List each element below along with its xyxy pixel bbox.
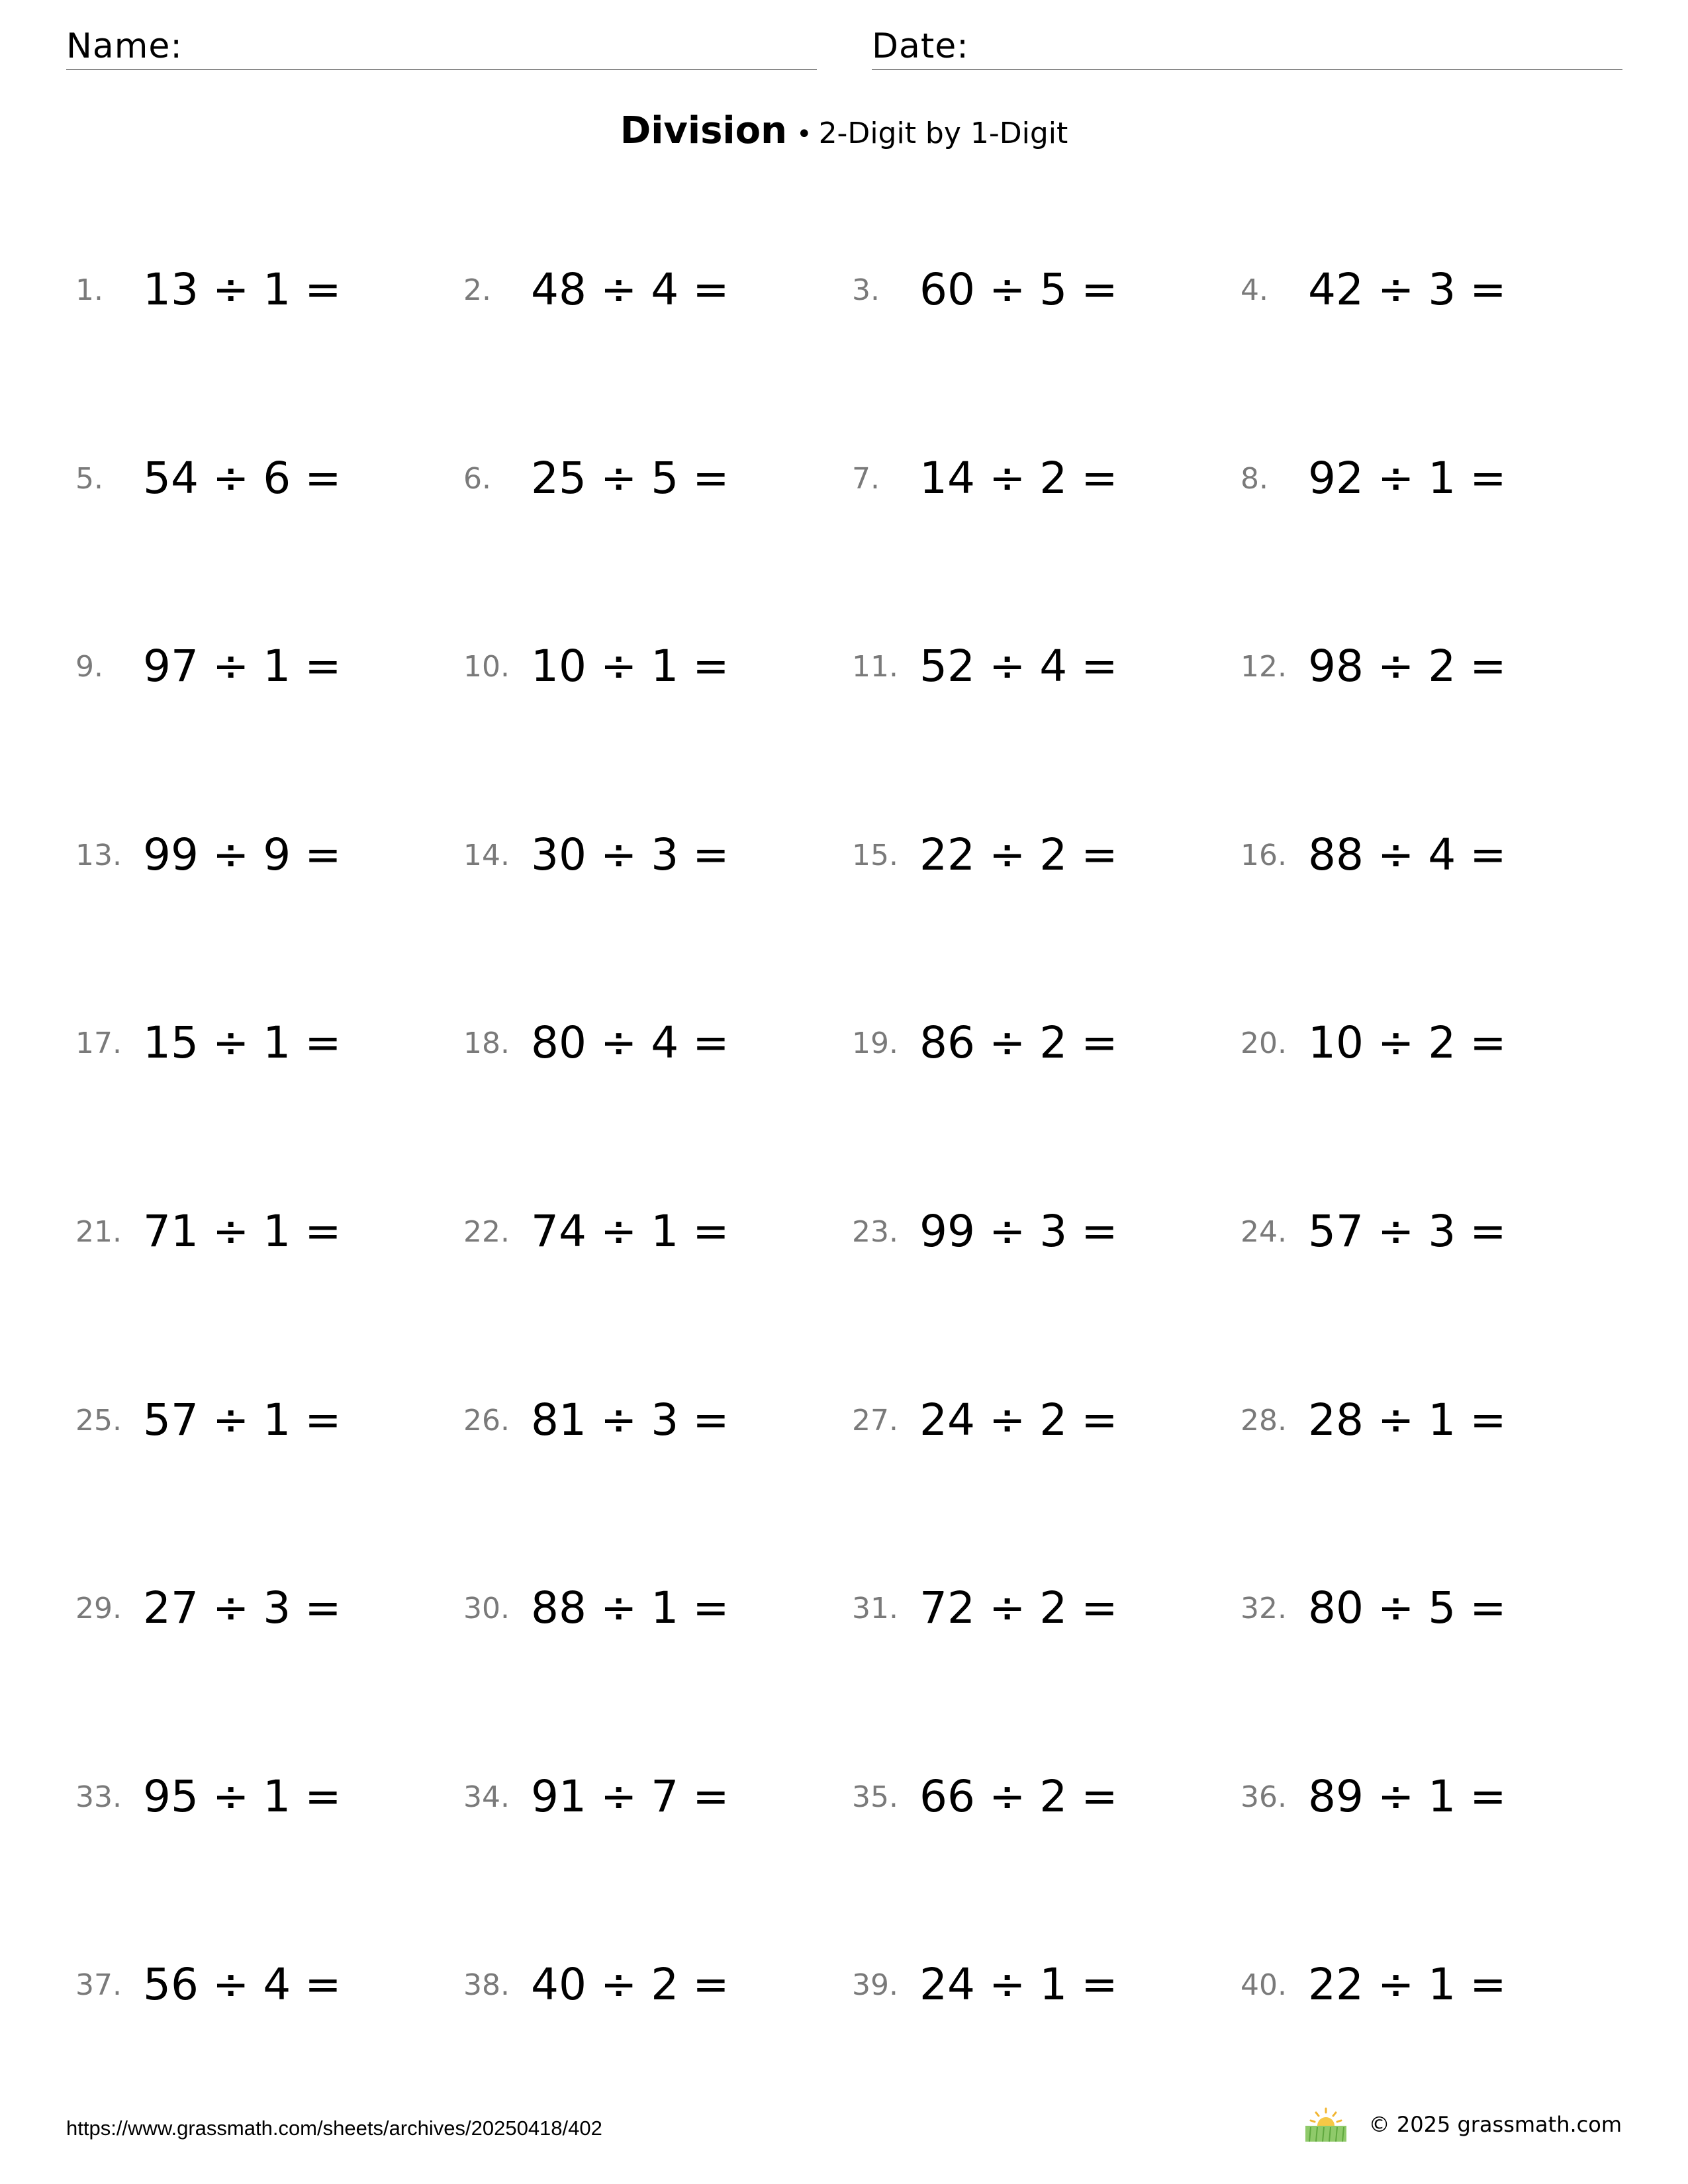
problem-expression: 71 ÷ 1 = — [143, 1206, 342, 1257]
problem-expression: 86 ÷ 2 = — [919, 1017, 1118, 1068]
problem-item — [1241, 1765, 1611, 1831]
problem-number: 16. — [1241, 839, 1287, 872]
problem-number: 39. — [852, 1968, 898, 2002]
problem-number: 22. — [463, 1215, 510, 1249]
problem-number: 30. — [463, 1592, 510, 1625]
problem-item — [463, 1200, 834, 1266]
problem-expression: 80 ÷ 4 = — [531, 1017, 729, 1068]
problem-number: 26. — [463, 1404, 510, 1437]
problem-number: 20. — [1241, 1026, 1287, 1060]
problem-number: 28. — [1241, 1404, 1287, 1437]
footer-url: https://www.grassmath.com/sheets/archives/20250418/402 — [66, 2116, 602, 2140]
problem-item — [852, 1388, 1223, 1455]
title-separator: • — [796, 119, 812, 150]
problem-number: 1. — [75, 273, 103, 307]
problem-item — [463, 447, 834, 513]
problem-expression: 98 ÷ 2 = — [1308, 641, 1507, 692]
problem-expression: 22 ÷ 1 = — [1308, 1959, 1507, 2010]
problem-item — [1241, 1953, 1611, 2019]
problem-number: 31. — [852, 1592, 898, 1625]
problem-number: 13. — [75, 839, 122, 872]
problem-item — [852, 1953, 1223, 2019]
problem-number: 8. — [1241, 462, 1268, 496]
problem-item — [1241, 447, 1611, 513]
problem-expression: 15 ÷ 1 = — [143, 1017, 342, 1068]
problem-expression: 92 ÷ 1 = — [1308, 453, 1507, 504]
problem-item — [75, 823, 446, 889]
problem-expression: 10 ÷ 1 = — [531, 641, 729, 692]
name-label: Name: — [66, 26, 183, 66]
problem-number: 14. — [463, 839, 510, 872]
problem-expression: 42 ÷ 3 = — [1308, 264, 1507, 315]
problem-item — [1241, 823, 1611, 889]
problem-number: 38. — [463, 1968, 510, 2002]
problem-item — [463, 1765, 834, 1831]
problem-number: 21. — [75, 1215, 122, 1249]
problem-number: 11. — [852, 650, 898, 684]
sun-over-grass-icon — [1303, 2106, 1349, 2143]
problem-item — [852, 1765, 1223, 1831]
problem-item — [852, 258, 1223, 324]
title-subtitle: 2-Digit by 1-Digit — [818, 116, 1068, 150]
problem-expression: 40 ÷ 2 = — [531, 1959, 729, 2010]
problem-item — [463, 823, 834, 889]
problem-expression: 24 ÷ 2 = — [919, 1394, 1118, 1445]
problem-number: 34. — [463, 1780, 510, 1814]
problem-expression: 14 ÷ 2 = — [919, 453, 1118, 504]
problem-item — [75, 1011, 446, 1077]
problem-expression: 52 ÷ 4 = — [919, 641, 1118, 692]
problem-item — [1241, 1388, 1611, 1455]
problem-number: 3. — [852, 273, 880, 307]
problem-number: 35. — [852, 1780, 898, 1814]
problem-number: 5. — [75, 462, 103, 496]
problem-expression: 25 ÷ 5 = — [531, 453, 729, 504]
problem-number: 32. — [1241, 1592, 1287, 1625]
problem-expression: 97 ÷ 1 = — [143, 641, 342, 692]
problem-item — [463, 1388, 834, 1455]
problem-item — [852, 635, 1223, 701]
problem-expression: 74 ÷ 1 = — [531, 1206, 729, 1257]
problem-item — [463, 1011, 834, 1077]
problem-number: 37. — [75, 1968, 122, 2002]
problem-item — [1241, 1200, 1611, 1266]
problem-number: 15. — [852, 839, 898, 872]
problem-number: 36. — [1241, 1780, 1287, 1814]
problem-expression: 72 ÷ 2 = — [919, 1582, 1118, 1633]
problem-number: 23. — [852, 1215, 898, 1249]
problem-item — [463, 635, 834, 701]
problem-item — [852, 1576, 1223, 1643]
problem-number: 19. — [852, 1026, 898, 1060]
problem-expression: 48 ÷ 4 = — [531, 264, 729, 315]
problem-expression: 60 ÷ 5 = — [919, 264, 1118, 315]
problem-number: 2. — [463, 273, 491, 307]
problem-item — [852, 1011, 1223, 1077]
problem-expression: 80 ÷ 5 = — [1308, 1582, 1507, 1633]
problem-expression: 10 ÷ 2 = — [1308, 1017, 1507, 1068]
problem-item — [75, 1953, 446, 2019]
problem-number: 40. — [1241, 1968, 1287, 2002]
problem-number: 18. — [463, 1026, 510, 1060]
problem-item — [1241, 1576, 1611, 1643]
footer-brand — [1303, 2105, 1622, 2144]
problem-expression: 30 ÷ 3 = — [531, 829, 729, 880]
title-main: Division — [620, 109, 787, 152]
problem-number: 12. — [1241, 650, 1287, 684]
problem-expression: 66 ÷ 2 = — [919, 1771, 1118, 1822]
problem-item — [852, 447, 1223, 513]
problem-expression: 57 ÷ 3 = — [1308, 1206, 1507, 1257]
problem-item — [75, 1200, 446, 1266]
date-label: Date: — [872, 26, 969, 66]
problem-expression: 95 ÷ 1 = — [143, 1771, 342, 1822]
problem-expression: 57 ÷ 1 = — [143, 1394, 342, 1445]
problem-expression: 88 ÷ 1 = — [531, 1582, 729, 1633]
problem-number: 6. — [463, 462, 491, 496]
problem-number: 10. — [463, 650, 510, 684]
problem-expression: 56 ÷ 4 = — [143, 1959, 342, 2010]
problem-number: 25. — [75, 1404, 122, 1437]
problem-expression: 81 ÷ 3 = — [531, 1394, 729, 1445]
problem-expression: 91 ÷ 7 = — [531, 1771, 729, 1822]
problem-item — [1241, 635, 1611, 701]
problem-item — [75, 258, 446, 324]
problem-number: 29. — [75, 1592, 122, 1625]
copyright: © 2025 grassmath.com — [1368, 2112, 1622, 2137]
problem-expression: 99 ÷ 3 = — [919, 1206, 1118, 1257]
problem-item — [463, 1953, 834, 2019]
problem-item — [1241, 258, 1611, 324]
problem-expression: 24 ÷ 1 = — [919, 1959, 1118, 2010]
problem-item — [463, 1576, 834, 1643]
problem-expression: 13 ÷ 1 = — [143, 264, 342, 315]
problem-item — [1241, 1011, 1611, 1077]
problem-number: 27. — [852, 1404, 898, 1437]
problem-expression: 54 ÷ 6 = — [143, 453, 342, 504]
problem-item — [75, 1388, 446, 1455]
problem-expression: 27 ÷ 3 = — [143, 1582, 342, 1633]
problem-item — [75, 1765, 446, 1831]
problem-expression: 88 ÷ 4 = — [1308, 829, 1507, 880]
problem-number: 4. — [1241, 273, 1268, 307]
problem-item — [852, 823, 1223, 889]
problem-number: 17. — [75, 1026, 122, 1060]
problem-item — [75, 635, 446, 701]
problem-number: 7. — [852, 462, 880, 496]
problem-number: 24. — [1241, 1215, 1287, 1249]
problem-item — [75, 447, 446, 513]
problem-expression: 22 ÷ 2 = — [919, 829, 1118, 880]
problem-expression: 89 ÷ 1 = — [1308, 1771, 1507, 1822]
problem-item — [852, 1200, 1223, 1266]
problem-item — [75, 1576, 446, 1643]
problem-expression: 28 ÷ 1 = — [1308, 1394, 1507, 1445]
problem-item — [463, 258, 834, 324]
problem-expression: 99 ÷ 9 = — [143, 829, 342, 880]
problem-number: 9. — [75, 650, 103, 684]
problem-number: 33. — [75, 1780, 122, 1814]
